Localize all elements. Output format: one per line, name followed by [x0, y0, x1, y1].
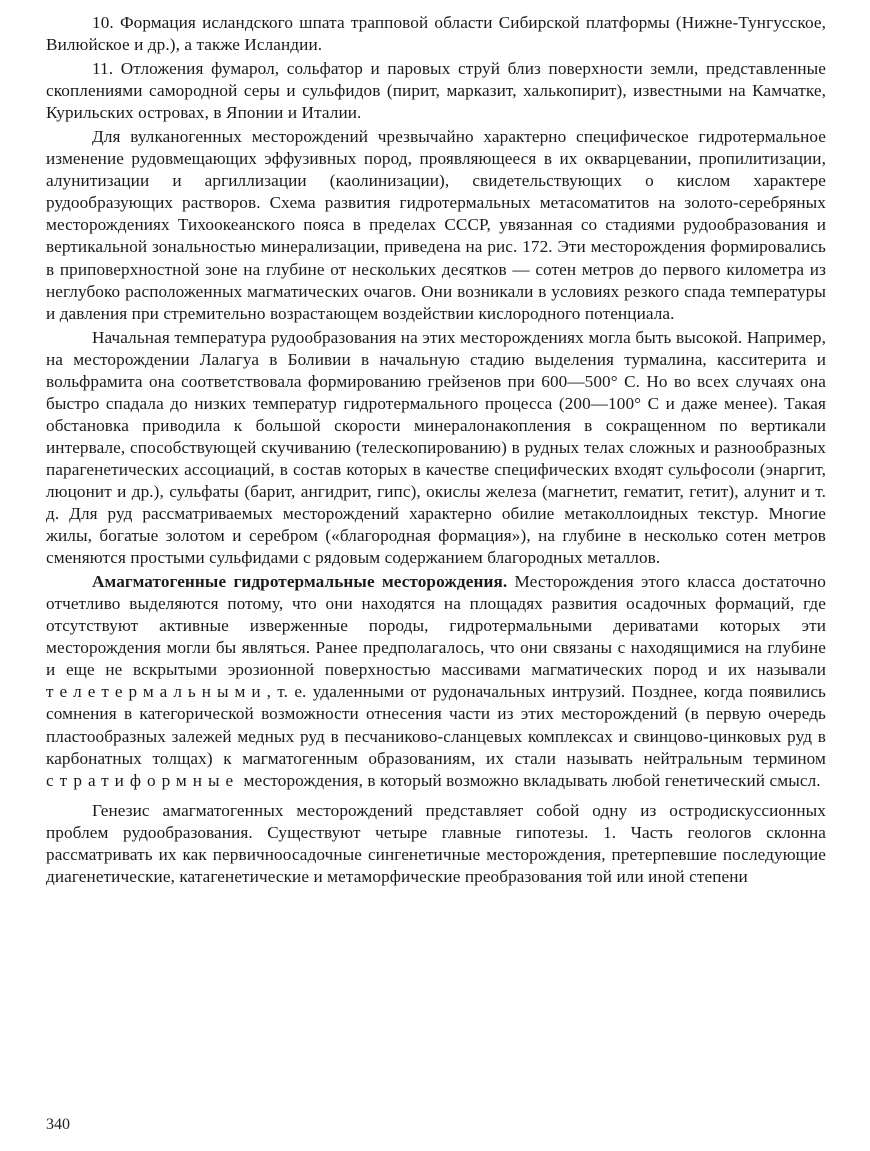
- paragraph-text: месторождения, в который возможно вкладывать любой генетический смысл.: [239, 770, 821, 790]
- paragraph-volcanogenic-alteration: Для вулканогенных месторождений чрезвычайно характерно специфическое гидротермальное изменение рудовмещающих эффузивных пород, проявляющееся в их окварцевании, пропилитизации, алунитизации и аргиллизации (каолинизации), свидетельствующих о кислом характере рудообразующих растворов. Схема развития гидротермальных метасоматитов на золото-серебряных месторождениях Тихоокеанского пояса в пределах СССР, увязанная со стадиями рудообразования и вертикальной зональностью минерализации, приведена на рис. 172. Эти месторождения формировались в приповерхностной зоне на глубине от нескольких десятков — сотен метров до первого километра из неглубоко расположенных магматических очагов. Они возникали в условиях резкого спада температуры и давления при стремительно возрастающем воздействии кислородного потенциала.: [46, 127, 826, 323]
- emphasized-term-teletermal: телетермальными: [46, 682, 267, 702]
- paragraph-item-10: 10. Формация исландского шпата трапповой области Сибирской платформы (Нижне-Тунгусское, Вилюйское и др.), а также Исландии.: [46, 13, 826, 55]
- paragraph-item-11: 11. Отложения фумарол, сольфатор и паровых струй близ поверхности земли, представленные скоплениями самородной серы и сульфидов (пирит, марказит, халькопирит), известными на Камчатке, Курильских островах, в Японии и Италии.: [46, 59, 826, 123]
- paragraph-text: Месторождения этого класса достаточно отчетливо выделяются потому, что они находятся на площадях развития осадочных формаций, где отсутствуют активные изверженные породы, гидротермальными дериватами которых эти месторождения могли бы являться. Ранее предполагалось, что они связаны с находящимися на глубине и еще не вскрытыми эрозионной поверхностью массивами магматических пород и их называли: [46, 572, 826, 680]
- paragraph-amagmatogenic: [46, 571, 826, 791]
- paragraph-initial-temperature: Начальная температура рудообразования на этих месторождениях могла быть высокой. Например, на месторождении Лалагуа в Боливии в начальную стадию выделения турмалина, касситерита и вольфрамита она соответствовала формированию грейзенов при 600—500° С. Но во всех случаях она быстро спадала до низких температур гидротермального процесса (200—100° С и даже менее). Такая обстановка приводила к большой скорости минералонакопления в сокращенном по вертикали интервале, способствующей скучиванию (телескопированию) в рудных телах сложных и разнообразных парагенетических ассоциаций, в состав которых в качестве специфических входят сульфосоли (энаргит, люцонит и др.), сульфаты (барит, ангидрит, гипс), окислы железа (магнетит, гематит, гетит), алунит и т. д. Для руд рассматриваемых месторождений характерно обилие метаколлоидных текстур. Многие жилы, богатые золотом и серебром («благородная формация»), на глубине в несколько сотен метров сменяются простыми сульфидами с рядовым содержанием благородных металлов.: [46, 327, 826, 568]
- page-body: [46, 12, 826, 888]
- emphasized-term-stratiform: стратиформные: [46, 770, 240, 790]
- paragraph-genesis: Генезис амагматогенных месторождений представляет собой одну из остродискуссионных проблем рудообразования. Существуют четыре главные гипотезы. 1. Часть геологов склонна рассматривать их как первичноосадочные сингенетичные месторождения, претерпевшие последующие диагенетические, катагенетические и метаморфические преобразования той или иной степени: [46, 800, 826, 886]
- paragraph-text: , т. е. удаленными от рудоначальных интрузий. Позднее, когда появились сомнения в категорической возможности отнесения части из этих месторождений (в первую очередь пластообразных залежей медных руд в песчаниково-сланцевых комплексах и свинцово-цинковых руд в карбонатных толщах) к магматогенным образованиям, их стали называть нейтральным термином: [46, 682, 826, 768]
- section-heading: Амагматогенные гидротермальные месторождения.: [92, 572, 508, 592]
- page-number: 340: [46, 1116, 70, 1133]
